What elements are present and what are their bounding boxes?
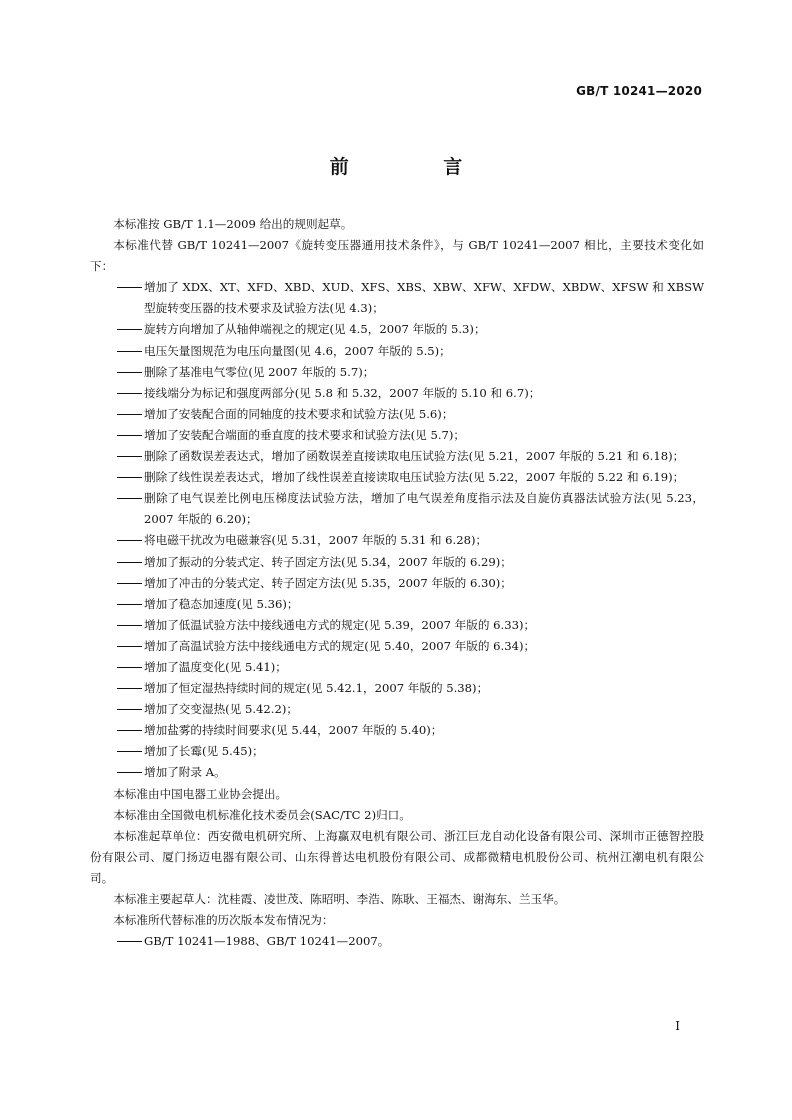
change-item-text: 将电磁干扰改为电磁兼容(见 5.31，2007 年版的 5.31 和 6.28)； bbox=[144, 533, 488, 548]
change-item bbox=[90, 383, 704, 404]
change-item bbox=[90, 720, 704, 741]
change-item bbox=[90, 530, 704, 551]
intro-paragraph: 本标准按 GB/T 1.1—2009 给出的规则起草。 bbox=[113, 217, 353, 231]
change-item bbox=[90, 488, 704, 530]
dash-marker bbox=[117, 730, 142, 731]
change-item-text: 旋转方向增加了从轴伸端视之的规定(见 4.5，2007 年版的 5.3)； bbox=[144, 322, 486, 337]
change-item bbox=[90, 762, 704, 783]
change-item-text: 增加了稳态加速度(见 5.36)； bbox=[144, 596, 299, 611]
page-number: I bbox=[675, 1019, 680, 1033]
change-item bbox=[90, 319, 704, 340]
dash-marker bbox=[117, 372, 142, 373]
change-item bbox=[90, 594, 704, 615]
dash-marker bbox=[117, 477, 142, 478]
history-intro-paragraph: 本标准所代替标准的历次版本发布情况为： bbox=[113, 913, 334, 928]
proposer-paragraph: 本标准由中国电器工业协会提出。 bbox=[113, 786, 288, 801]
change-item bbox=[90, 552, 704, 573]
dash-marker bbox=[117, 667, 142, 668]
change-item-text: 增加了温度变化(见 5.41)； bbox=[144, 659, 287, 674]
change-item bbox=[90, 341, 704, 362]
dash-marker bbox=[117, 941, 142, 942]
dash-marker bbox=[117, 351, 142, 352]
intro-paragraph: 本标准代替 GB/T 10241—2007《旋转变压器通用技术条件》，与 GB/T 10241—2007 相比，主要技术变化如下： bbox=[90, 238, 704, 274]
change-item-text: 增加了交变湿热(见 5.42.2)； bbox=[144, 702, 298, 717]
change-item bbox=[90, 699, 704, 720]
change-item-text: 删除了基准电气零位(见 2007 年版的 5.7)； bbox=[144, 364, 375, 379]
change-item-text: 增加了振动的分装式定、转子固定方法(见 5.34，2007 年版的 6.29)； bbox=[144, 554, 512, 569]
dash-marker bbox=[117, 414, 142, 415]
dash-marker bbox=[117, 562, 142, 563]
dash-marker bbox=[117, 393, 142, 394]
change-item-text: 删除了函数误差表达式，增加了函数误差直接读取电压试验方法(见 5.21，2007 年版的 5.21 和 6.18)； bbox=[144, 449, 685, 464]
dash-marker bbox=[117, 772, 142, 773]
change-item bbox=[90, 741, 704, 762]
dash-marker bbox=[117, 604, 142, 605]
history-item-text: GB/T 10241—1988、GB/T 10241—2007。 bbox=[144, 934, 390, 949]
change-item bbox=[90, 615, 704, 636]
change-item-text: 增加了安装配合面的同轴度的技术要求和试验方法(见 5.6)； bbox=[144, 406, 454, 421]
standard-code: GB/T 10241—2020 bbox=[576, 84, 702, 98]
change-item-text: 增加了长霉(见 5.45)； bbox=[144, 744, 264, 759]
drafting-units-paragraph: 本标准起草单位：西安微电机研究所、上海赢双电机有限公司、浙江巨龙自动化设备有限公司、深圳市正德智控股份有限公司、厦门扬迈电器有限公司、山东得普达电机股份有限公司、成都微精电机股份公司、杭州江潮电机有限公司。 bbox=[90, 828, 704, 885]
dash-marker bbox=[117, 435, 142, 436]
dash-marker bbox=[117, 498, 142, 499]
dash-marker bbox=[117, 329, 142, 330]
dash-marker bbox=[117, 456, 142, 457]
dash-marker bbox=[117, 688, 142, 689]
change-item bbox=[90, 362, 704, 383]
change-item-text: 电压矢量图规范为电压向量图(见 4.6，2007 年版的 5.5)； bbox=[144, 343, 451, 358]
dash-marker bbox=[117, 709, 142, 710]
change-item bbox=[90, 573, 704, 594]
change-item bbox=[90, 446, 704, 467]
document-body bbox=[90, 214, 704, 952]
change-item bbox=[90, 636, 704, 657]
change-item-text: 增加了低温试验方法中接线通电方式的规定(见 5.39，2007 年版的 6.33)； bbox=[144, 617, 536, 632]
change-item bbox=[90, 678, 704, 699]
change-item-text: 接线端分为标记和强度两部分(见 5.8 和 5.32，2007 年版的 5.10 和 6.7)； bbox=[144, 385, 541, 400]
change-item bbox=[90, 404, 704, 425]
change-item-text: 删除了电气误差比例电压梯度法试验方法，增加了电气误差角度指示法及自旋仿真器法试验方法(见 5.23，2007 年版的 6.20)； bbox=[144, 491, 704, 527]
history-item bbox=[90, 931, 704, 952]
change-item-text: 增加了附录 A。 bbox=[144, 765, 226, 780]
change-item-text: 增加了冲击的分装式定、转子固定方法(见 5.35，2007 年版的 6.30)； bbox=[144, 575, 512, 590]
change-item-text: 增加了高温试验方法中接线通电方式的规定(见 5.40，2007 年版的 6.34)； bbox=[144, 638, 536, 653]
change-item bbox=[90, 467, 704, 488]
change-item bbox=[90, 277, 704, 319]
change-item-text: 增加了安装配合端面的垂直度的技术要求和试验方法(见 5.7)； bbox=[144, 427, 466, 442]
dash-marker bbox=[117, 287, 142, 288]
change-item-text: 增加了恒定湿热持续时间的规定(见 5.42.1，2007 年版的 5.38)； bbox=[144, 681, 489, 696]
centralized-paragraph: 本标准由全国微电机标准化技术委员会(SAC/TC 2)归口。 bbox=[113, 807, 411, 822]
change-item bbox=[90, 425, 704, 446]
dash-marker bbox=[117, 625, 142, 626]
dash-marker bbox=[117, 583, 142, 584]
change-item-text: 删除了线性误差表达式，增加了线性误差直接读取电压试验方法(见 5.22，2007 年版的 5.22 和 6.19)； bbox=[144, 470, 685, 485]
drafters-paragraph: 本标准主要起草人：沈桂霞、凌世茂、陈昭明、李浩、陈耿、王福杰、谢海东、兰玉华。 bbox=[113, 892, 566, 906]
dash-marker bbox=[117, 646, 142, 647]
dash-marker bbox=[117, 751, 142, 752]
change-item-text: 增加盐雾的持续时间要求(见 5.44，2007 年版的 5.40)； bbox=[144, 723, 443, 738]
change-item bbox=[90, 657, 704, 678]
dash-marker bbox=[117, 540, 142, 541]
change-item-text: 增加了 XDX、XT、XFD、XBD、XUD、XFS、XBS、XBW、XFW、XFDW、XBDW、XFSW 和 XBSW 型旋转变压器的技术要求及试验方法(见 4.3)； bbox=[144, 280, 704, 316]
page-title: 前 言 bbox=[329, 156, 507, 178]
